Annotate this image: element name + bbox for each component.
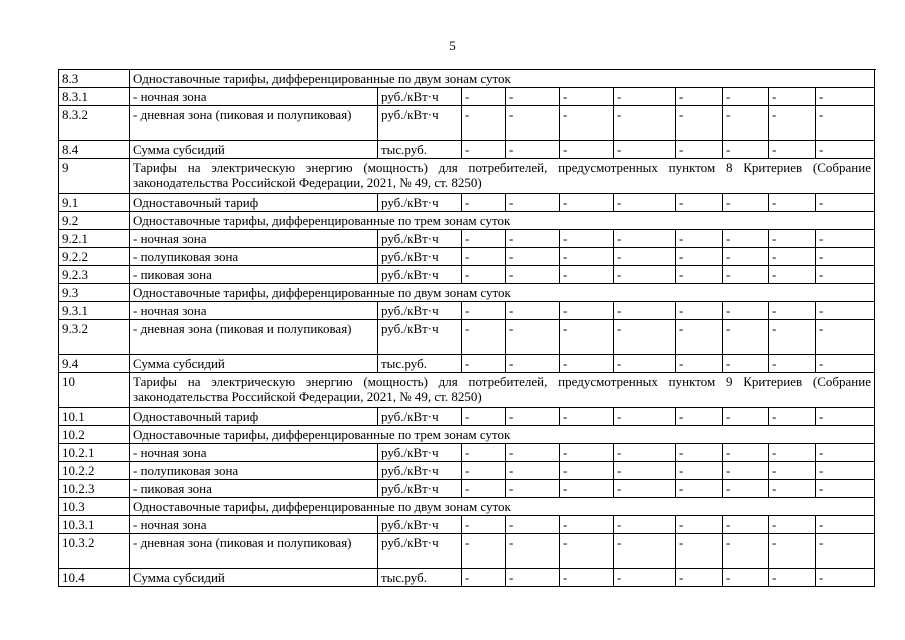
value-cell: - [560,534,614,569]
value-cell: - [560,516,614,534]
value-cell: - [560,569,614,587]
row-label: Сумма субсидий [130,141,378,159]
value-cell: - [506,408,560,426]
row-code: 9.2.1 [59,230,130,248]
section-row [59,159,875,194]
value-cell: - [769,248,816,266]
table-row [59,266,875,284]
table-row [59,534,875,569]
row-code: 8.3.1 [59,88,130,106]
page-number: 5 [449,38,456,53]
row-code: 10.3 [59,498,130,516]
section-title: Одноставочные тарифы, дифференцированные по двум зонам суток [130,498,875,516]
value-cell: - [769,302,816,320]
value-cell: - [560,248,614,266]
value-cell: - [769,516,816,534]
value-cell: - [816,444,875,462]
unit-cell: тыс.руб. [378,569,462,587]
row-label: - дневная зона (пиковая и полупиковая) [130,534,378,569]
row-label: - ночная зона [130,230,378,248]
value-cell: - [462,88,506,106]
value-cell: - [614,106,676,141]
row-label: - ночная зона [130,444,378,462]
unit-cell: руб./кВт·ч [378,230,462,248]
value-cell: - [769,444,816,462]
value-cell: - [560,408,614,426]
row-label: - пиковая зона [130,480,378,498]
row-code: 9 [59,159,130,194]
value-cell: - [723,248,769,266]
value-cell: - [462,302,506,320]
value-cell: - [769,266,816,284]
value-cell: - [560,320,614,355]
value-cell: - [462,534,506,569]
section-title: Одноставочные тарифы, дифференцированные по трем зонам суток [130,212,875,230]
value-cell: - [723,141,769,159]
table-row [59,480,875,498]
value-cell: - [506,355,560,373]
section-row [59,498,875,516]
row-code: 10 [59,373,130,408]
value-cell: - [462,248,506,266]
row-code: 8.4 [59,141,130,159]
value-cell: - [462,320,506,355]
row-label: Одноставочный тариф [130,194,378,212]
value-cell: - [506,302,560,320]
value-cell: - [769,408,816,426]
row-code: 10.2.2 [59,462,130,480]
value-cell: - [769,534,816,569]
section-title: Тарифы на электрическую энергию (мощность) для потребителей, предусмотренных пунктом 8 Критериев (Собрание законодательства Российской Федерации, 2021, № 49, ст. 8250) [130,159,875,194]
value-cell: - [506,106,560,141]
table-row [59,408,875,426]
value-cell: - [506,266,560,284]
value-cell: - [614,88,676,106]
value-cell: - [816,302,875,320]
unit-cell: руб./кВт·ч [378,88,462,106]
unit-cell: руб./кВт·ч [378,444,462,462]
section-title: Тарифы на электрическую энергию (мощность) для потребителей, предусмотренных пунктом 9 Критериев (Собрание законодательства Российской Федерации, 2021, № 49, ст. 8250) [130,373,875,408]
row-code: 9.4 [59,355,130,373]
value-cell: - [614,302,676,320]
value-cell: - [816,480,875,498]
value-cell: - [506,320,560,355]
value-cell: - [462,266,506,284]
value-cell: - [723,106,769,141]
value-cell: - [506,141,560,159]
value-cell: - [462,141,506,159]
value-cell: - [614,480,676,498]
row-label: - ночная зона [130,302,378,320]
value-cell: - [723,266,769,284]
value-cell: - [506,480,560,498]
unit-cell: руб./кВт·ч [378,266,462,284]
unit-cell: руб./кВт·ч [378,248,462,266]
value-cell: - [614,444,676,462]
row-label: Сумма субсидий [130,569,378,587]
value-cell: - [816,516,875,534]
value-cell: - [816,248,875,266]
value-cell: - [816,534,875,569]
value-cell: - [816,320,875,355]
value-cell: - [676,516,723,534]
value-cell: - [462,408,506,426]
value-cell: - [676,302,723,320]
value-cell: - [676,462,723,480]
value-cell: - [462,194,506,212]
value-cell: - [816,355,875,373]
value-cell: - [676,320,723,355]
value-cell: - [462,462,506,480]
value-cell: - [723,569,769,587]
row-code: 9.2 [59,212,130,230]
table-row [59,355,875,373]
value-cell: - [676,408,723,426]
value-cell: - [676,106,723,141]
value-cell: - [462,106,506,141]
value-cell: - [723,230,769,248]
row-label: Одноставочный тариф [130,408,378,426]
value-cell: - [769,230,816,248]
row-code: 9.2.2 [59,248,130,266]
value-cell: - [462,516,506,534]
unit-cell: руб./кВт·ч [378,302,462,320]
value-cell: - [769,141,816,159]
value-cell: - [614,355,676,373]
value-cell: - [560,141,614,159]
table-row [59,569,875,587]
value-cell: - [816,230,875,248]
value-cell: - [462,444,506,462]
value-cell: - [723,444,769,462]
value-cell: - [769,106,816,141]
value-cell: - [560,230,614,248]
value-cell: - [614,516,676,534]
value-cell: - [769,194,816,212]
value-cell: - [614,141,676,159]
row-label: - дневная зона (пиковая и полупиковая) [130,106,378,141]
value-cell: - [769,355,816,373]
value-cell: - [560,302,614,320]
value-cell: - [723,462,769,480]
unit-cell: руб./кВт·ч [378,516,462,534]
row-code: 10.3.1 [59,516,130,534]
value-cell: - [676,248,723,266]
value-cell: - [723,408,769,426]
row-code: 10.1 [59,408,130,426]
section-row [59,284,875,302]
row-code: 9.1 [59,194,130,212]
value-cell: - [769,569,816,587]
unit-cell: руб./кВт·ч [378,320,462,355]
value-cell: - [676,534,723,569]
row-code: 9.3 [59,284,130,302]
row-code: 10.4 [59,569,130,587]
unit-cell: руб./кВт·ч [378,408,462,426]
value-cell: - [769,88,816,106]
unit-cell: руб./кВт·ч [378,194,462,212]
value-cell: - [614,194,676,212]
table-row [59,141,875,159]
value-cell: - [769,480,816,498]
value-cell: - [816,88,875,106]
table-row [59,248,875,266]
value-cell: - [614,248,676,266]
value-cell: - [614,462,676,480]
section-title: Одноставочные тарифы, дифференцированные по трем зонам суток [130,426,875,444]
value-cell: - [676,141,723,159]
value-cell: - [676,355,723,373]
row-label: - полупиковая зона [130,462,378,480]
value-cell: - [769,462,816,480]
value-cell: - [506,230,560,248]
value-cell: - [676,480,723,498]
row-code: 10.2.1 [59,444,130,462]
value-cell: - [723,194,769,212]
unit-cell: тыс.руб. [378,141,462,159]
table-row [59,302,875,320]
value-cell: - [506,248,560,266]
row-code: 9.3.1 [59,302,130,320]
value-cell: - [723,355,769,373]
row-label: Сумма субсидий [130,355,378,373]
table-row [59,106,875,141]
value-cell: - [723,534,769,569]
unit-cell: руб./кВт·ч [378,462,462,480]
unit-cell: руб./кВт·ч [378,534,462,569]
tariff-table-body [59,70,875,587]
value-cell: - [462,569,506,587]
row-label: - ночная зона [130,88,378,106]
section-row [59,426,875,444]
value-cell: - [506,516,560,534]
row-code: 8.3.2 [59,106,130,141]
row-code: 9.2.3 [59,266,130,284]
table-row [59,516,875,534]
value-cell: - [506,444,560,462]
value-cell: - [614,266,676,284]
value-cell: - [676,266,723,284]
row-code: 10.2.3 [59,480,130,498]
section-row [59,70,875,88]
value-cell: - [816,106,875,141]
value-cell: - [614,230,676,248]
value-cell: - [560,106,614,141]
value-cell: - [676,444,723,462]
row-code: 8.3 [59,70,130,88]
value-cell: - [614,569,676,587]
row-label: - ночная зона [130,516,378,534]
table-row [59,230,875,248]
value-cell: - [614,408,676,426]
value-cell: - [676,230,723,248]
value-cell: - [506,194,560,212]
row-label: - дневная зона (пиковая и полупиковая) [130,320,378,355]
value-cell: - [560,194,614,212]
value-cell: - [676,569,723,587]
value-cell: - [560,355,614,373]
value-cell: - [816,141,875,159]
row-code: 10.3.2 [59,534,130,569]
unit-cell: руб./кВт·ч [378,106,462,141]
value-cell: - [816,408,875,426]
value-cell: - [462,355,506,373]
value-cell: - [676,88,723,106]
row-label: - полупиковая зона [130,248,378,266]
value-cell: - [560,88,614,106]
value-cell: - [816,266,875,284]
value-cell: - [769,320,816,355]
value-cell: - [506,462,560,480]
value-cell: - [614,534,676,569]
value-cell: - [723,480,769,498]
value-cell: - [560,462,614,480]
value-cell: - [506,534,560,569]
unit-cell: тыс.руб. [378,355,462,373]
value-cell: - [816,194,875,212]
section-row [59,212,875,230]
table-row [59,444,875,462]
section-row [59,373,875,408]
value-cell: - [614,320,676,355]
value-cell: - [723,516,769,534]
value-cell: - [506,569,560,587]
row-code: 9.3.2 [59,320,130,355]
value-cell: - [560,444,614,462]
value-cell: - [723,320,769,355]
tariff-table [58,69,875,587]
row-code: 10.2 [59,426,130,444]
table-row [59,88,875,106]
value-cell: - [676,194,723,212]
value-cell: - [816,462,875,480]
value-cell: - [723,88,769,106]
value-cell: - [506,88,560,106]
value-cell: - [560,266,614,284]
value-cell: - [723,302,769,320]
row-label: - пиковая зона [130,266,378,284]
value-cell: - [560,480,614,498]
table-row [59,462,875,480]
table-row [59,194,875,212]
unit-cell: руб./кВт·ч [378,480,462,498]
value-cell: - [462,230,506,248]
value-cell: - [462,480,506,498]
table-row [59,320,875,355]
section-title: Одноставочные тарифы, дифференцированные по двум зонам суток [130,284,875,302]
section-title: Одноставочные тарифы, дифференцированные по двум зонам суток [130,70,875,88]
value-cell: - [816,569,875,587]
